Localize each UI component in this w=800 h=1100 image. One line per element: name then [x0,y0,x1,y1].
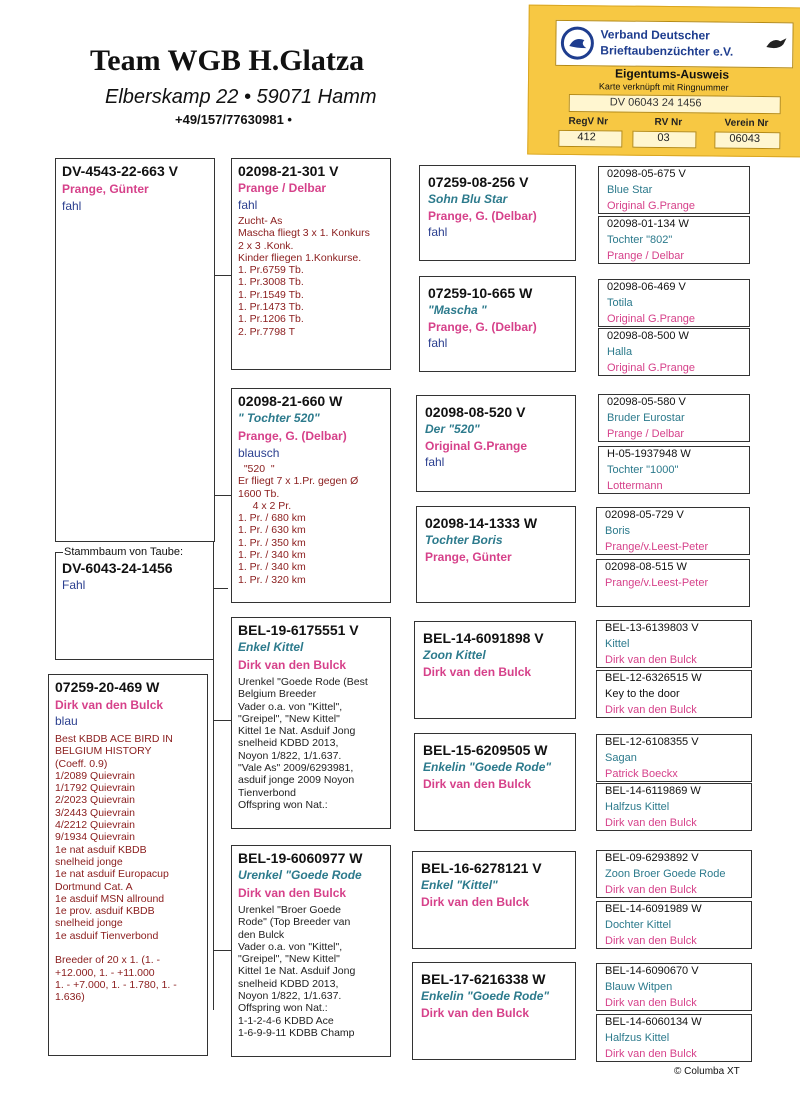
g4-ring: 02098-08-500 W [607,330,689,342]
g4-ring: 02098-01-134 W [607,218,689,230]
card-regv-value-box [558,130,622,148]
ggp-ring: BEL-15-6209505 W [423,742,548,758]
g4-owner: Dirk van den Bulck [605,1048,697,1060]
ggp-name: Der "520" [425,422,480,436]
ggp-owner: Dirk van den Bulck [421,1006,530,1020]
grandparent-name: " Tochter 520" [238,411,320,425]
great-grandparent-card [414,733,576,831]
g4-owner: Dirk van den Bulck [605,817,697,829]
grandparent-card-4 [231,845,391,1057]
mother-notes: Best KBDB ACE BIRD IN BELGIUM HISTORY (Coeff. 0.9) 1/2089 Quievrain 1/1792 Quievrain 2/2023 Quievrain 3/2443 Quievrain 4/2212 Quievrain 9/1934 Quievrain 1e nat asduif KBDB snelheid jonge 1e nat asduif Europacup Dortmund Cat. A 1e asduif MSN allround 1e prov. asduif KBDB snelheid jonge 1e asduif Tienverbond Breeder of 20 x 1. (1. - +12.000, 1. - +11.000 1. - +7.000, 1. - 1.780, 1. - 1.636) [55,733,177,1004]
ggp-ring: BEL-17-6216338 W [421,971,546,987]
g4-owner: Patrick Boeckx [605,768,678,780]
g4-name: Zoon Broer Goede Rode [605,868,726,880]
g4-owner: Dirk van den Bulck [605,704,697,716]
g4-owner: Original G.Prange [607,313,696,325]
connector-line [214,720,231,721]
g4-card [596,507,750,555]
ggp-ring: 02098-14-1333 W [425,515,538,531]
ggp-owner: Dirk van den Bulck [423,777,532,791]
ggp-owner: Prange, G. (Delbar) [428,320,537,334]
great-grandparent-card [416,506,576,603]
g4-card [598,328,750,376]
card-header [555,20,793,68]
g4-name: Blue Star [607,184,653,196]
card-doc-subtitle: Karte verknüpft mit Ringnummer [598,81,729,93]
ggp-name: Tochter Boris [425,533,503,547]
ownership-card [527,5,800,158]
grandparent-notes: Urenkel "Goede Rode (Best Belgium Breeder Vader o.a. von "Kittel", "Greipel", "New Kittel" Kittel 1e Nat. Asduif Jong snelheid KDBD 2013, Noyon 1/822, 1/1.637. "Vale As" 2009/6293981, asduif jonge 2009 Noyon Tienverbond Offspring won Nat.: [238,676,368,811]
g4-ring: 02098-08-515 W [605,561,687,573]
g4-ring: H-05-1937948 W [607,448,691,460]
g4-ring: 02098-05-675 V [607,168,686,180]
grandparent-name: Enkel Kittel [238,640,304,654]
grandparent-color: fahl [238,198,258,212]
great-grandparent-card [419,165,576,261]
g4-ring: BEL-14-6060134 W [605,1016,702,1028]
great-grandparent-card [414,621,576,719]
g4-ring: 02098-05-729 V [605,509,684,521]
g4-ring: BEL-13-6139803 V [605,622,699,634]
ggp-ring: BEL-16-6278121 V [421,860,542,876]
ggp-name: Sohn Blu Star [428,192,508,206]
g4-owner: Original G.Prange [607,200,696,212]
g4-owner: Prange/v.Leest-Peter [605,541,709,553]
ggp-ring: 07259-10-665 W [428,285,533,301]
ggp-owner: Dirk van den Bulck [421,895,530,909]
ggp-ring: 02098-08-520 V [425,404,526,420]
g4-card [596,901,752,949]
g4-ring: BEL-12-6326515 W [605,672,702,684]
g4-card [596,559,750,607]
g4-name: Tochter "802" [607,234,673,246]
father-color: fahl [62,199,82,213]
g4-card [598,446,750,494]
subject-ring: DV-6043-24-1456 [62,560,173,576]
g4-ring: 02098-05-580 V [607,396,686,408]
g4-name: Bruder Eurostar [607,412,685,424]
grandparent-card-3 [231,617,391,829]
card-col-rv: RV Nr [654,116,683,129]
ggp-color: fahl [428,225,448,239]
card-rv-value-box [632,131,696,149]
ggp-ring: 07259-08-256 V [428,174,529,190]
card-verein-value: 06043 [729,132,761,145]
father-card [55,158,215,542]
ggp-name: Zoon Kittel [423,648,486,662]
g4-name: Kittel [605,638,630,650]
card-regv-value: 412 [577,131,596,144]
phone-number: +49/157/77630981 • [175,112,292,127]
card-col-verein: Verein Nr [724,117,769,130]
copyright-footer: © Columba XT [674,1066,740,1077]
ggp-name: "Mascha " [428,303,487,317]
card-ring-field [569,94,781,114]
g4-card [598,394,750,442]
card-col-regv: RegV Nr [568,115,609,128]
father-ring: DV-4543-22-663 V [62,163,178,179]
g4-card [596,1014,752,1062]
ggp-color: fahl [428,336,448,350]
ggp-ring: BEL-14-6091898 V [423,630,544,646]
g4-owner: Prange / Delbar [607,250,685,262]
ggp-color: fahl [425,455,445,469]
g4-ring: BEL-14-6090670 V [605,965,699,977]
mother-color: blau [55,714,78,728]
great-grandparent-card [419,276,576,372]
ggp-owner: Dirk van den Bulck [423,665,532,679]
connector-line [213,588,228,589]
great-grandparent-card [412,851,576,949]
card-org-line1: Verband Deutscher [600,27,710,43]
connector-line [214,495,231,496]
g4-owner: Dirk van den Bulck [605,654,697,666]
connector-line [55,659,213,660]
g4-name: Dochter Kittel [605,919,672,931]
address: Elberskamp 22 • 59071 Hamm [105,86,377,108]
g4-name: Halla [607,346,633,358]
g4-owner: Prange / Delbar [607,428,685,440]
grandparent-ring: 02098-21-660 W [238,393,343,409]
grandparent-name: Urenkel "Goede Rode [238,868,362,882]
g4-ring: BEL-09-6293892 V [605,852,699,864]
card-doc-title: Eigentums-Ausweis [615,66,730,82]
connector-line [55,552,63,553]
g4-card [596,850,752,898]
g4-owner: Dirk van den Bulck [605,997,697,1009]
pedigree-label: Stammbaum von Taube: [64,546,184,558]
mother-card [48,674,208,1056]
card-verein-value-box [714,132,780,150]
g4-card [598,166,750,214]
g4-name: Halfzus Kittel [605,1032,670,1044]
card-org-line2: Brieftaubenzüchter e.V. [600,43,734,59]
grandparent-card-1 [231,158,391,370]
g4-ring: 02098-06-469 V [607,281,686,293]
g4-card [596,783,752,831]
mother-owner: Dirk van den Bulck [55,698,164,712]
g4-owner: Lottermann [607,480,663,492]
great-grandparent-card [412,962,576,1060]
ggp-owner: Original G.Prange [425,439,528,453]
g4-name: Boris [605,525,631,537]
g4-card [596,670,752,718]
ggp-name: Enkelin "Goede Rode" [423,760,552,774]
subject-color: Fahl [62,578,86,592]
connector-line [55,552,56,660]
g4-card [596,620,752,668]
g4-name: Tochter "1000" [607,464,679,476]
grandparent-color: blausch [238,446,280,460]
g4-name: Totila [607,297,633,309]
pigeon-silhouette-icon [764,35,788,53]
g4-owner: Prange/v.Leest-Peter [605,577,709,589]
g4-owner: Dirk van den Bulck [605,935,697,947]
card-ring-number: DV 06043 24 1456 [609,96,702,110]
grandparent-ring: 02098-21-301 V [238,163,339,179]
ggp-owner: Prange, G. (Delbar) [428,209,537,223]
g4-ring: BEL-14-6091989 W [605,903,702,915]
grandparent-ring: BEL-19-6060977 W [238,850,363,866]
g4-ring: BEL-12-6108355 V [605,736,699,748]
grandparent-owner: Prange / Delbar [238,181,327,195]
page-title: Team WGB H.Glatza [90,44,365,77]
g4-card [598,279,750,327]
grandparent-owner: Prange, G. (Delbar) [238,429,347,443]
grandparent-owner: Dirk van den Bulck [238,658,347,672]
g4-ring: BEL-14-6119869 W [605,785,701,797]
g4-owner: Original G.Prange [607,362,696,374]
grandparent-ring: BEL-19-6175551 V [238,622,359,638]
ggp-name: Enkel "Kittel" [421,878,498,892]
grandparent-notes: Urenkel "Broer Goede Rode" (Top Breeder van den Bulck Vader o.a. von "Kittel", "Greipel", "New Kittel" Kittel 1e Nat. Asduif Jong snelheid KDBD 2013, Noyon 1/822, 1/1.637. Offspring won Nat.: 1-1-2-4-6 KDBD Ace 1-6-9-9-11 KDBB Champ [238,904,356,1039]
g4-name: Key to the door [605,688,680,700]
subject-pigeon [62,560,212,600]
grandparent-owner: Dirk van den Bulck [238,886,347,900]
g4-name: Halfzus Kittel [605,801,670,813]
grandparent-notes: "520 " Er fliegt 7 x 1.Pr. gegen Ø 1600 Tb. 4 x 2 Pr. 1. Pr. / 680 km 1. Pr. / 630 km 1. Pr. / 350 km 1. Pr. / 340 km 1. Pr. / 340 km 1. Pr. / 320 km [238,463,359,586]
g4-owner: Dirk van den Bulck [605,884,697,896]
father-owner: Prange, Günter [62,182,149,196]
g4-card [596,963,752,1011]
grandparent-card-2 [231,388,391,603]
ggp-name: Enkelin "Goede Rode" [421,989,550,1003]
g4-card [598,216,750,264]
g4-card [596,734,752,782]
mother-ring: 07259-20-469 W [55,679,160,695]
grandparent-notes: Zucht- As Mascha fliegt 3 x 1. Konkurs 2 x 3 .Konk. Kinder fliegen 1.Konkurse. 1. Pr.6759 Tb. 1. Pr.3008 Tb. 1. Pr.1549 Tb. 1. Pr.1473 Tb. 1. Pr.1206 Tb. 2. Pr.7798 T [238,215,370,338]
great-grandparent-card [416,395,576,492]
connector-line [214,275,231,276]
g4-name: Blauw Witpen [605,981,673,993]
pigeon-logo-icon [560,26,594,60]
connector-line [214,950,231,951]
ggp-owner: Prange, Günter [425,550,512,564]
g4-name: Sagan [605,752,637,764]
card-rv-value: 03 [657,131,670,145]
